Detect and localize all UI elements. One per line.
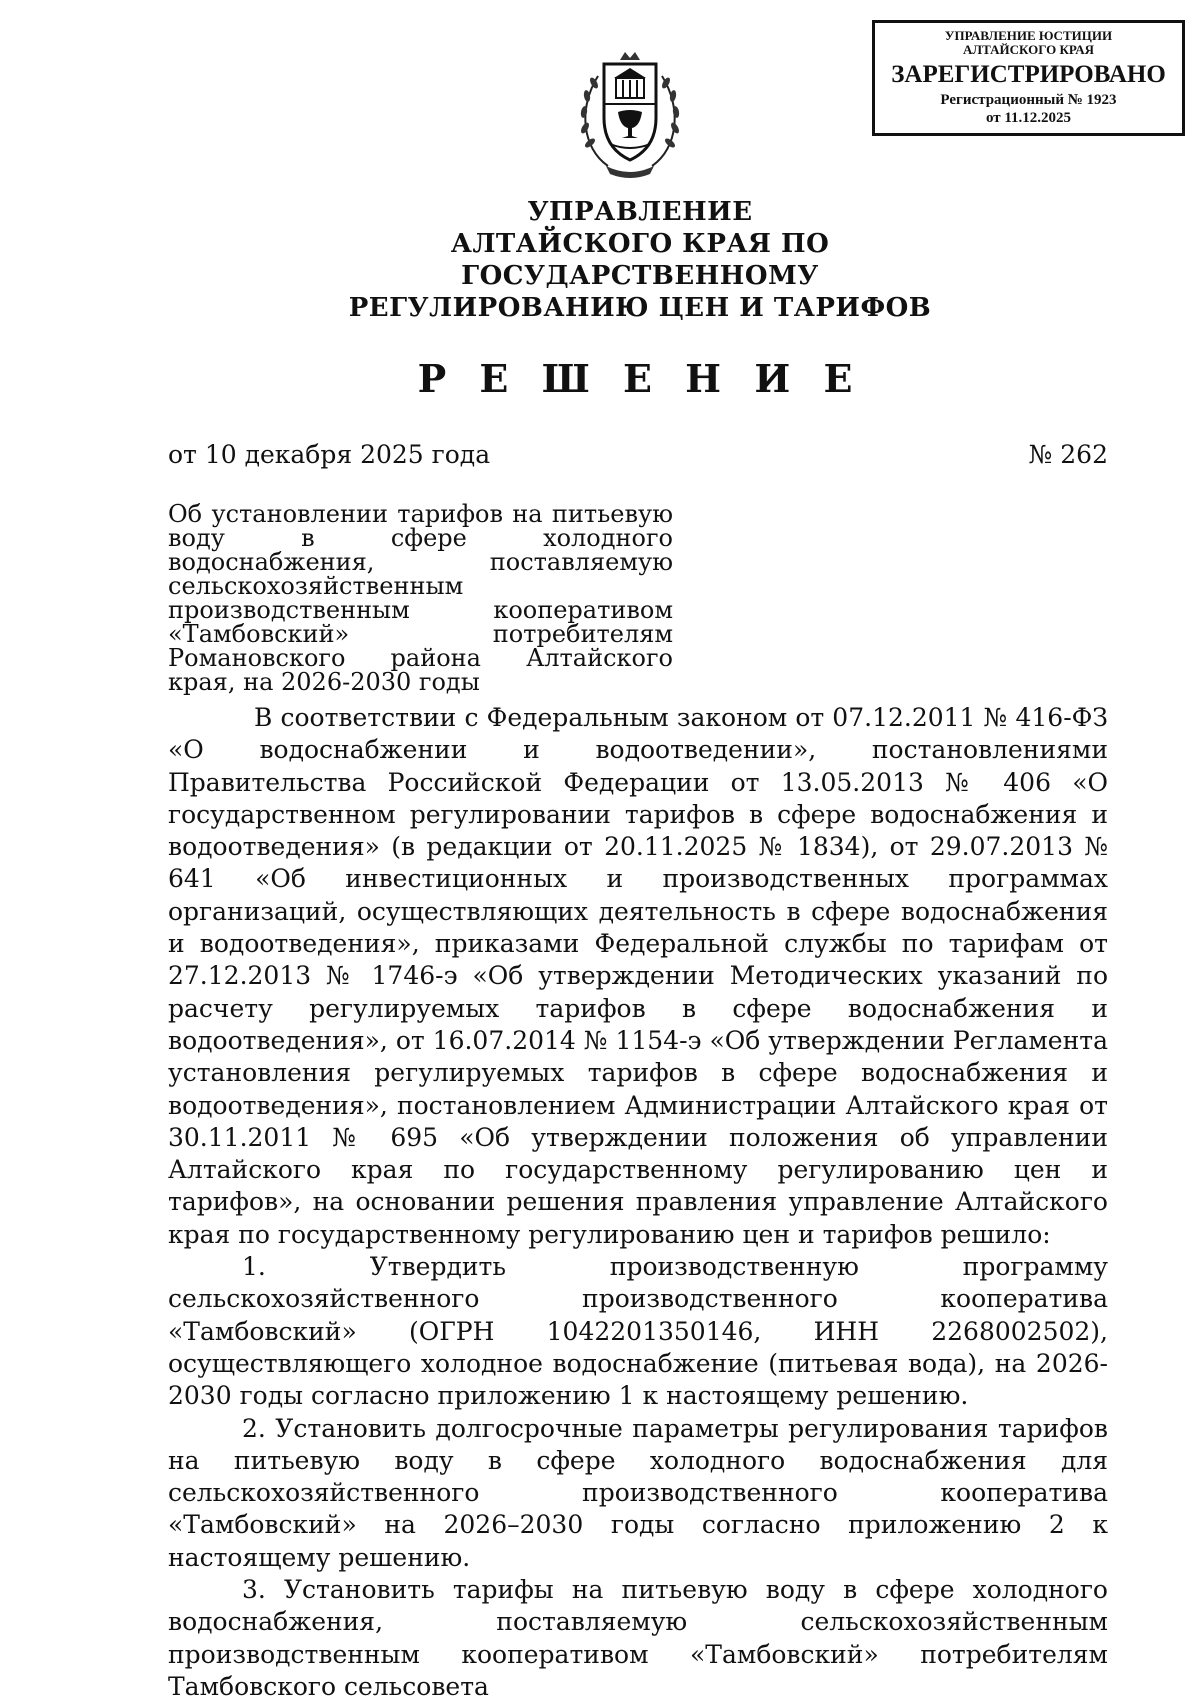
subject-text: Об установлении тарифов на питьевую воду в сфере холодного водоснабжения, поставляемую сельскохозяйственным производственным кооперативом «Тамбовский» потребителям Романовского района Алтайского края, на 2026-2030 годы xyxy=(168,500,673,696)
issuer-line1: УПРАВЛЕНИЕ xyxy=(527,197,753,227)
document-subject xyxy=(168,502,673,694)
preamble-paragraph: В соответствии с Федеральным законом от 07.12.2011 № 416-ФЗ «О водоснабжении и водоотведении», постановлениями Правительства Российской Федерации от 13.05.2013 № 406 «О государственном регулировании тарифов в сфере водоснабжения и водоотведения» (в редакции от 20.11.2025 № 1834), от 29.07.2013 № 641 «Об инвестиционных и производственных программах организаций, осуществляющих деятельность в сфере водоснабжения и водоотведения», приказами Федеральной службы по тарифам от 27.12.2013 № 1746-э «Об утверждении Методических указаний по расчету регулируемых тарифов в сфере водоснабжения и водоотведения», от 16.07.2014 № 1154-э «Об утверждении Регламента установления регулируемых тарифов в сфере водоснабжения и водоотведения», постановлением Администрации Алтайского края от 30.11.2011 № 695 «Об утверждении положения об управлении Алтайского края по государственному регулированию цен и тарифов», на основании решения правления управление Алтайского края по государственному регулированию цен и тарифов решило: xyxy=(168,703,1108,1249)
registration-stamp xyxy=(872,20,1185,136)
stamp-reg-number: Регистрационный № 1923 xyxy=(940,92,1117,108)
decision-item: 1. Утвердить производственную программу сельскохозяйственного производственного кооператива «Тамбовский» (ОГРН 1042201350146, ИНН 2268002502), осуществляющего холодное водоснабжение (питьевая вода), на 2026-2030 годы согласно приложению 1 к настоящему решению. xyxy=(168,1252,1108,1411)
decision-item: 2. Установить долгосрочные параметры регулирования тарифов на питьевую воду в сфере холодного водоснабжения для сельскохозяйственного производственного кооператива «Тамбовский» на 2026–2030 годы согласно приложению 2 к настоящему решению. xyxy=(168,1413,1108,1572)
stamp-reg-date: от 11.12.2025 xyxy=(985,110,1072,126)
document-type: Р Е Ш Е Н И Е xyxy=(417,356,863,401)
issuer-line2: АЛТАЙСКОГО КРАЯ ПО ГОСУДАРСТВЕННОМУ xyxy=(450,229,830,291)
decision-item: 3. Установить тарифы на питьевую воду в сфере холодного водоснабжения, поставляемую сельскохозяйственным производственным кооперативом «Тамбовский» потребителям Тамбовского сельсовета xyxy=(168,1575,1108,1701)
stamp-line2: АЛТАЙСКОГО КРАЯ xyxy=(963,42,1094,57)
altai-krai-coat-of-arms-icon xyxy=(570,48,690,183)
document-number: № 262 xyxy=(1028,440,1108,469)
document-body xyxy=(168,702,1108,1703)
stamp-title: ЗАРЕГИСТРИРОВАНО xyxy=(891,61,1166,88)
stamp-line1: УПРАВЛЕНИЕ ЮСТИЦИИ xyxy=(944,28,1113,43)
issuer-header xyxy=(300,196,980,324)
document-date: от 10 декабря 2025 года xyxy=(168,440,491,469)
issuer-line3: РЕГУЛИРОВАНИЮ ЦЕН И ТАРИФОВ xyxy=(348,293,932,323)
